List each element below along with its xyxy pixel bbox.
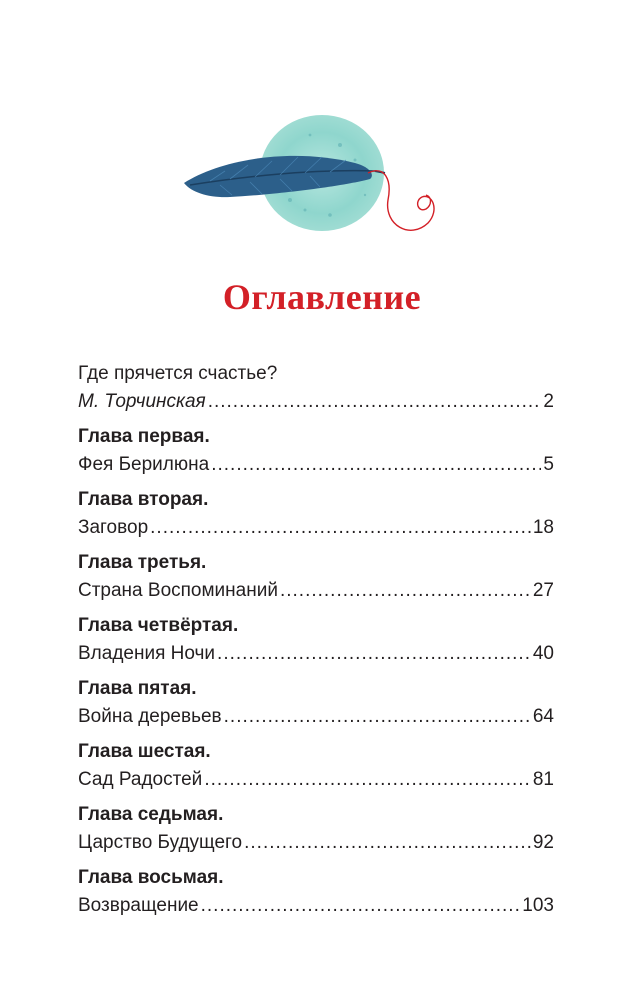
toc-entry[interactable] <box>78 801 554 857</box>
toc-leader-line <box>78 829 554 857</box>
toc-chapter-heading: Глава шестая. <box>78 741 211 762</box>
toc-page-number: 18 <box>532 517 554 538</box>
toc-dot-leader <box>201 892 521 920</box>
toc-chapter-heading: Глава седьмая. <box>78 804 224 825</box>
toc-chapter-title: Царство Будущего <box>78 832 243 853</box>
toc-entry[interactable] <box>78 486 554 542</box>
toc-chapter-title: Страна Воспоминаний <box>78 580 278 601</box>
toc-chapter-title: Заговор <box>78 517 149 538</box>
toc-chapter-title: Возвращение <box>78 895 199 916</box>
toc-leader-line <box>78 640 554 668</box>
toc-dot-leader <box>208 388 542 416</box>
toc-page-number: 103 <box>522 895 554 916</box>
toc-entry[interactable] <box>78 738 554 794</box>
toc-chapter-title: Фея Берилюна <box>78 454 210 475</box>
toc-chapter-heading: Глава восьмая. <box>78 867 224 888</box>
toc-leader-line <box>78 766 554 794</box>
toc-dot-leader <box>217 640 531 668</box>
toc-chapter-heading: Глава вторая. <box>78 489 209 510</box>
toc-entry[interactable] <box>78 549 554 605</box>
toc-leader-line <box>78 892 554 920</box>
toc-entry[interactable] <box>78 864 554 920</box>
toc-dot-leader <box>244 829 531 857</box>
toc-page-number: 5 <box>543 454 554 475</box>
toc-entry[interactable] <box>78 360 554 416</box>
toc-author: М. Торчинская <box>78 391 206 412</box>
toc-chapter-heading: Глава первая. <box>78 426 210 447</box>
toc-leader-line <box>78 577 554 605</box>
toc-dot-leader <box>224 703 531 731</box>
toc-leader-line <box>78 703 554 731</box>
toc-chapter-heading: Глава третья. <box>78 552 207 573</box>
toc-page-number: 27 <box>532 580 554 601</box>
toc-dot-leader <box>150 514 531 542</box>
toc-chapter-title: Война деревьев <box>78 706 222 727</box>
toc-page-number: 2 <box>543 391 554 412</box>
toc-entry[interactable] <box>78 612 554 668</box>
page-title: Оглавление <box>222 277 422 317</box>
toc-dot-leader <box>280 577 531 605</box>
toc-chapter-heading: Где прячется счастье? <box>78 363 278 384</box>
toc-dot-leader <box>211 451 541 479</box>
toc-page-number: 40 <box>532 643 554 664</box>
table-of-contents <box>78 360 554 920</box>
toc-page-number: 92 <box>532 832 554 853</box>
toc-page-number: 64 <box>532 706 554 727</box>
toc-leader-line <box>78 451 554 479</box>
toc-leader-line <box>78 514 554 542</box>
toc-leader-line <box>78 388 554 416</box>
toc-dot-leader <box>204 766 531 794</box>
toc-chapter-heading: Глава пятая. <box>78 678 197 699</box>
toc-chapter-title: Владения Ночи <box>78 643 216 664</box>
toc-page-number: 81 <box>532 769 554 790</box>
toc-chapter-title: Сад Радостей <box>78 769 203 790</box>
toc-chapter-heading: Глава четвёртая. <box>78 615 239 636</box>
toc-entry[interactable] <box>78 675 554 731</box>
quill-feather-icon <box>170 105 470 255</box>
toc-entry[interactable] <box>78 423 554 479</box>
